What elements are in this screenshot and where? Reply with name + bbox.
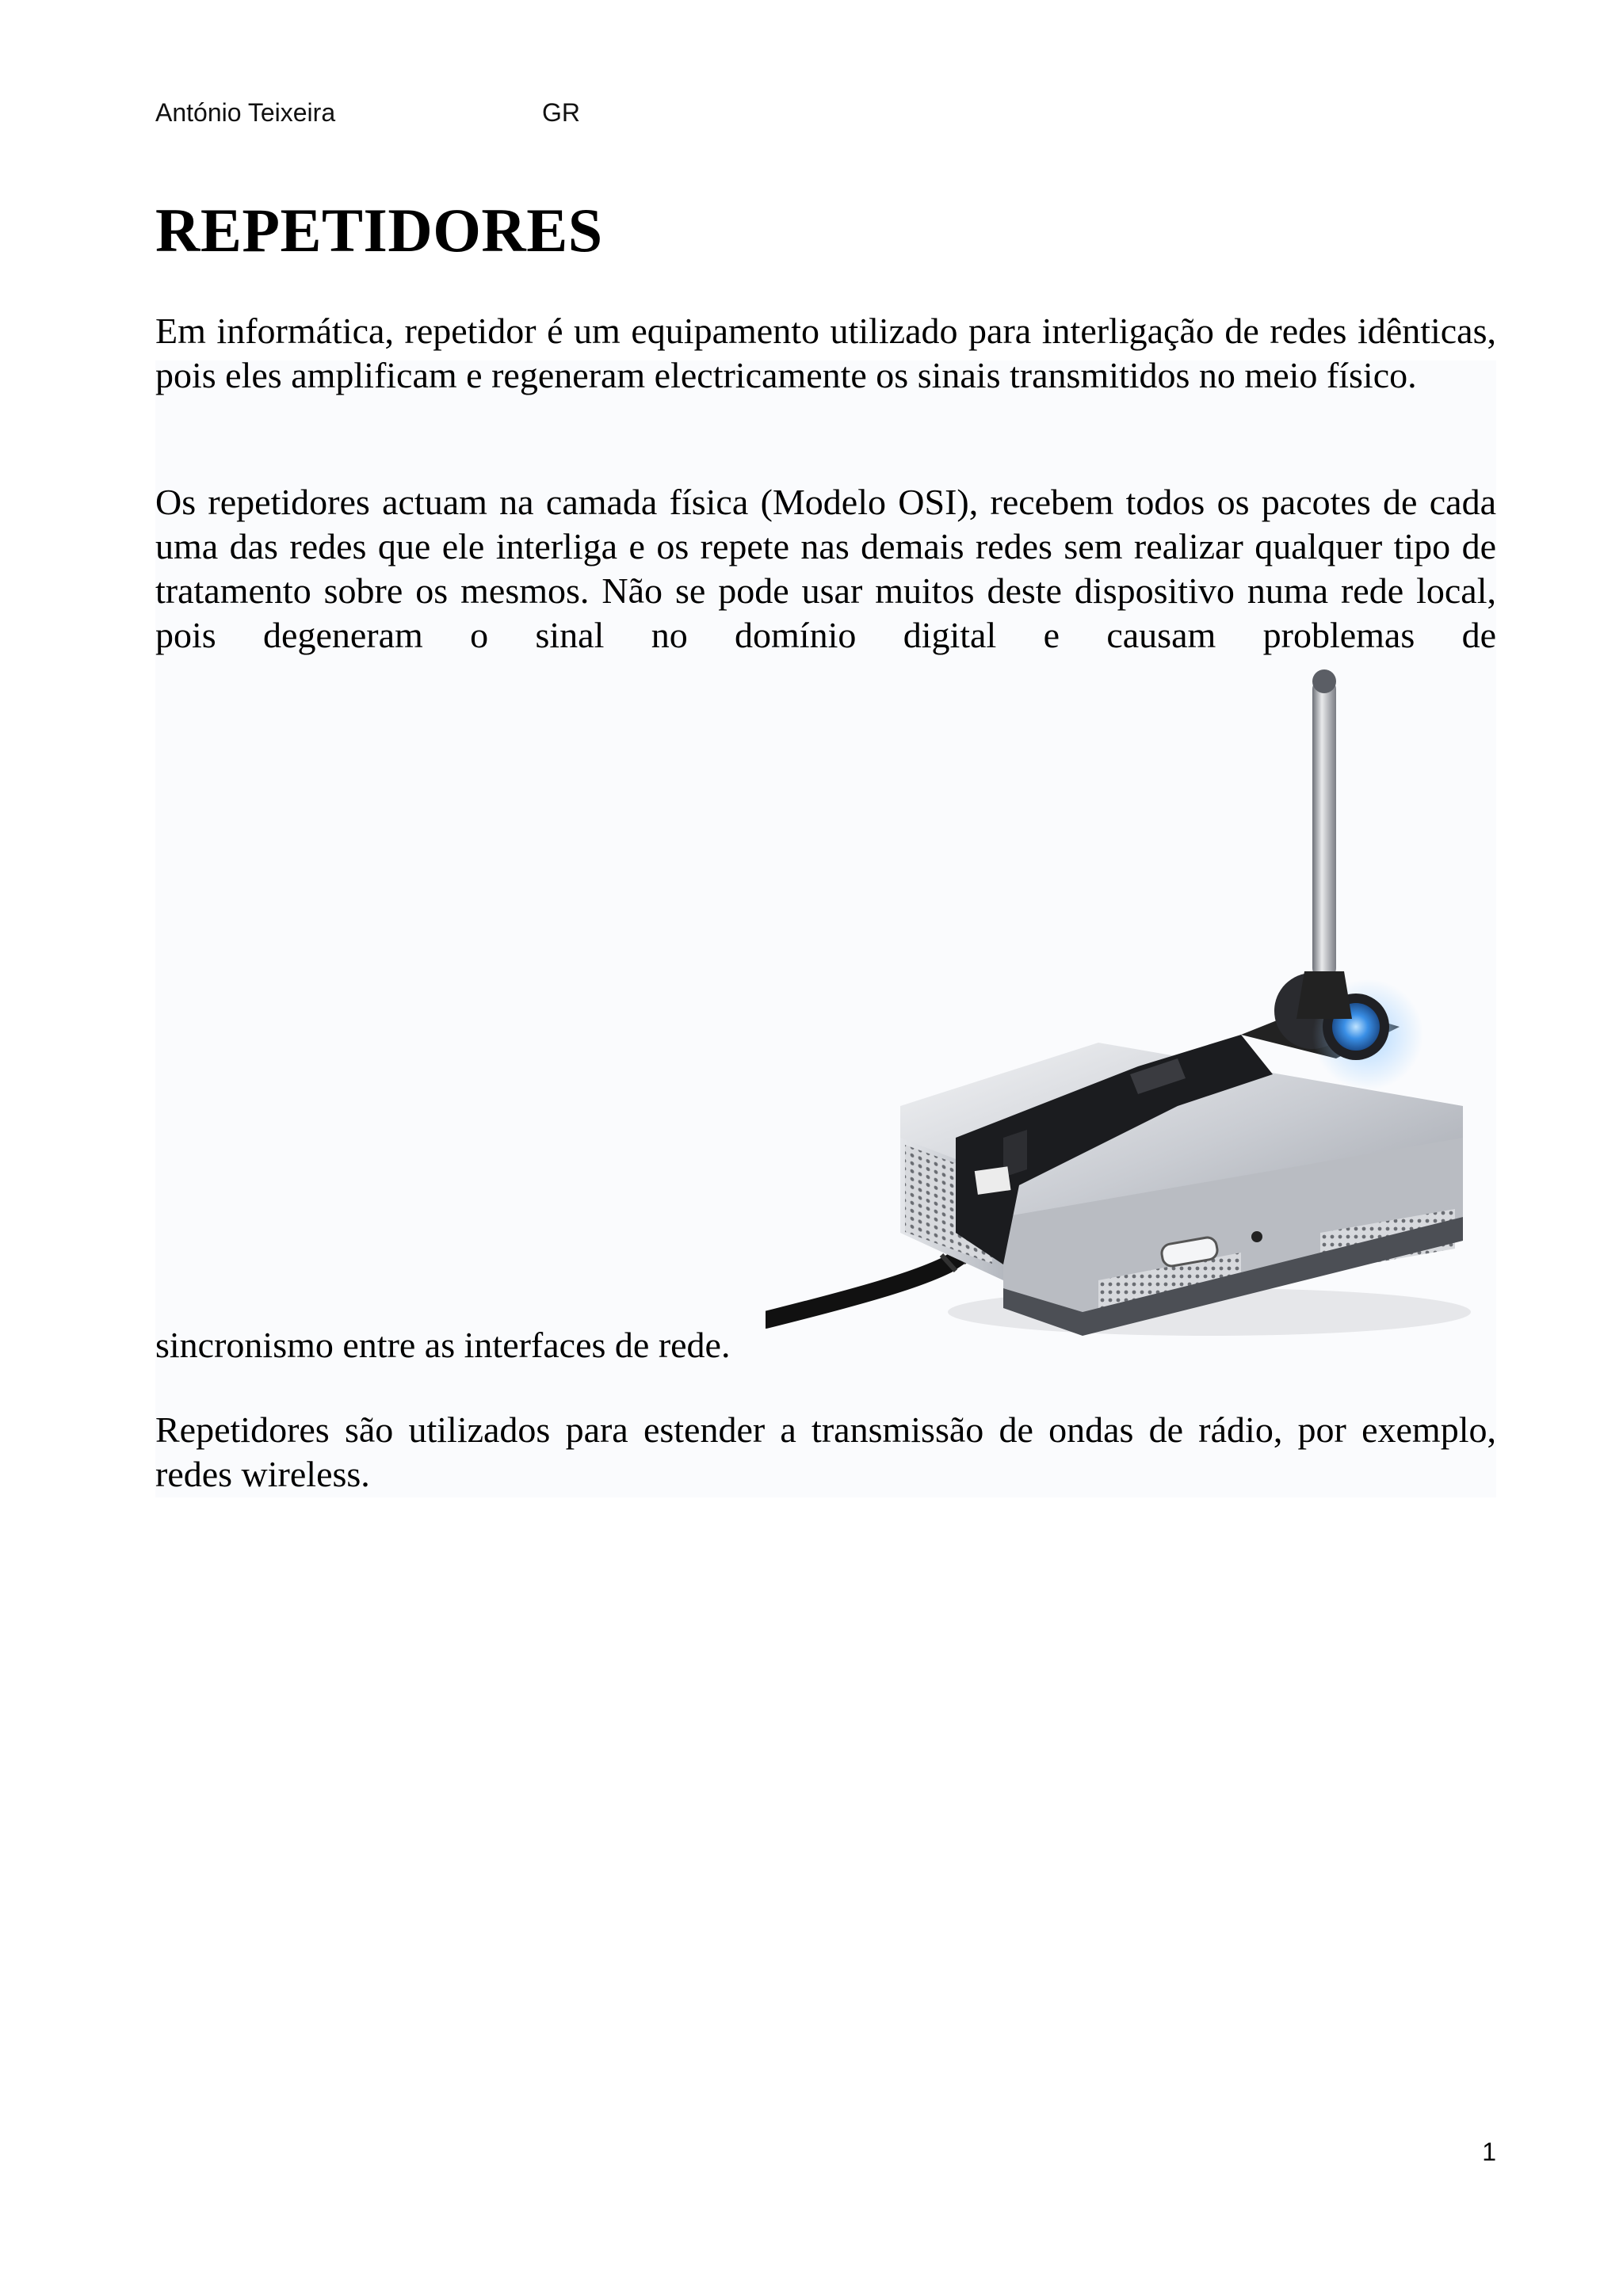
page-number: 1	[1482, 2138, 1496, 2166]
page-title: REPETIDORES	[155, 196, 603, 265]
paragraph-definition: Em informática, repetidor é um equipamento utilizado para interligação de redes idênticas, pois eles amplificam e regeneram electricamente os sinais transmitidos no meio físico.	[155, 311, 1496, 395]
header-author: António Teixeira	[155, 98, 336, 127]
wireless-repeater-icon	[766, 662, 1479, 1352]
paragraph-osi-layer: Os repetidores actuam na camada física (Modelo OSI), recebem todos os pacotes de cada uma das redes que ele interliga e os repete nas demais redes sem realizar qualquer tipo de tratamento sobre os mesmos. Não se pode usar muitos deste dispositivo numa rede local, pois degeneram o sinal no domínio digital e causam problemas de	[155, 482, 1496, 655]
paragraph-osi-layer-tail: sincronismo entre as interfaces de rede.	[155, 1325, 731, 1365]
paragraph-wireless-usage: Repetidores são utilizados para estender a transmissão de ondas de rádio, por exemplo, redes wireless.	[155, 1409, 1496, 1494]
header-code: GR	[542, 98, 580, 127]
